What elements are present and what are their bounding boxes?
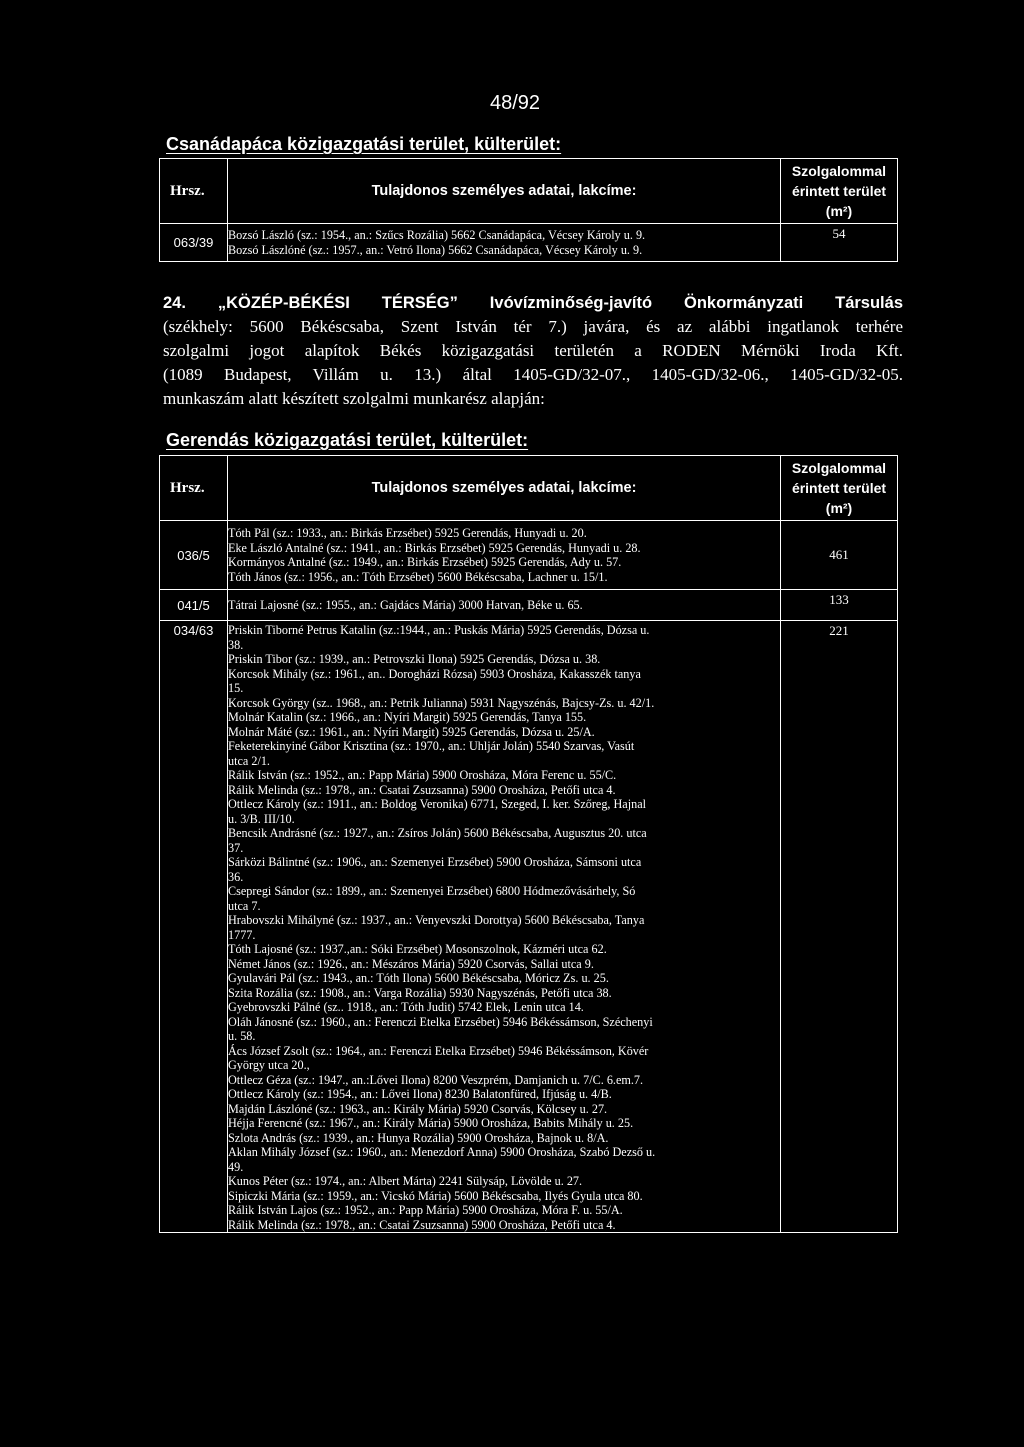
owner-line: Gyulavári Pál (sz.: 1943., an.: Tóth Ilona) 5600 Békéscsaba, Móricz Zs. u. 25. bbox=[228, 971, 609, 985]
parcel-number: 034/63 bbox=[160, 621, 228, 1233]
table-row bbox=[160, 224, 898, 262]
owner-line: Tóth János (sz.: 1956., an.: Tóth Erzsébet) 5600 Békéscsaba, Lachner u. 15/1. bbox=[228, 569, 608, 584]
owner-line: Tóth Lajosné (sz.: 1937.,an.: Sóki Erzsébet) Mosonszolnok, Kázméri utca 62. bbox=[228, 942, 607, 956]
column-header-hrsz: Hrsz. bbox=[160, 456, 228, 521]
column-header-area: Szolgalommal érintett terület (m²) bbox=[781, 159, 898, 224]
owner-line: Szlota András (sz.: 1939., an.: Hunya Rozália) 5900 Orosháza, Bajnok u. 8/A. bbox=[228, 1130, 609, 1145]
owner-list bbox=[228, 224, 781, 262]
paragraph-line: szolgalmi jogot alapítok Békés közigazgatási területén a RODEN Mérnöki Iroda Kft. bbox=[163, 341, 903, 360]
servitude-paragraph bbox=[163, 291, 903, 411]
owner-line: György utca 20., bbox=[228, 1058, 310, 1072]
owner-line: Tátrai Lajosné (sz.: 1955., an.: Gajdács Mária) 3000 Hatvan, Béke u. 65. bbox=[228, 597, 583, 612]
column-header-owners: Tulajdonos személyes adatai, lakcíme: bbox=[228, 159, 781, 224]
owner-line: Majdán Lászlóné (sz.: 1963., an.: Király Mária) 5920 Csorvás, Kölcsey u. 27. bbox=[228, 1101, 608, 1116]
owner-line: Ottlecz Géza (sz.: 1947., an.:Lővei Ilona) 8200 Veszprém, Damjanich u. 7/C. 6.em.7. bbox=[228, 1072, 644, 1087]
owner-line: Ács József Zsolt (sz.: 1964., an.: Ferenczi Etelka Erzsébet) 5946 Békéssámson, Kövér bbox=[228, 1043, 649, 1058]
page-number: 48/92 bbox=[490, 92, 541, 114]
paragraph-line: munkaszám alatt készített szolgalmi munkarész alapján: bbox=[163, 389, 545, 408]
owner-line: 1777. bbox=[228, 927, 256, 942]
owner-line: Bozsó Lászlóné (sz.: 1957., an.: Vetró Ilona) 5662 Csanádapáca, Vécsey Károly u. 9. bbox=[228, 242, 643, 257]
table-row bbox=[160, 590, 898, 621]
owner-line: Rálik István (sz.: 1952., an.: Papp Mária) 5900 Orosháza, Móra Ferenc u. 55/C. bbox=[228, 768, 617, 782]
owner-line: Ottlecz Károly (sz.: 1954., an.: Lővei Ilona) 8230 Balatonfüred, Ifjúság u. 4/B. bbox=[228, 1087, 612, 1101]
owner-line: Bencsik Andrásné (sz.: 1927., an.: Zsíros Jolán) 5600 Békéscsaba, Augusztus 20. utca bbox=[228, 826, 647, 840]
section-heading-gerendas: Gerendás közigazgatási terület, külterület: bbox=[166, 430, 529, 450]
section-heading-csanadapaca: Csanádapáca közigazgatási terület, külterület: bbox=[166, 134, 562, 154]
owner-line: Rálik István Lajos (sz.: 1952., an.: Papp Mária) 5900 Orosháza, Móra F. u. 55/A. bbox=[228, 1203, 623, 1217]
owner-line: Aklan Mihály József (sz.: 1960., an.: Menezdorf Anna) 5900 Orosháza, Szabó Dezső u. bbox=[228, 1145, 656, 1159]
owner-line: Korcsok György (sz.. 1968., an.: Petrik Julianna) 5931 Nagyszénás, Bajcsy-Zs. u. 42/1. bbox=[228, 695, 655, 710]
owner-line: Héjja Ferencné (sz.: 1967., an.: Király Mária) 5900 Orosháza, Babits Mihály u. 25. bbox=[228, 1116, 634, 1130]
owner-line: 37. bbox=[228, 840, 244, 855]
table-row bbox=[160, 521, 898, 590]
owner-line: utca 2/1. bbox=[228, 753, 270, 768]
owner-line: Csepregi Sándor (sz.: 1899., an.: Szemenyei Erzsébet) 6800 Hódmezővásárhely, Só bbox=[228, 884, 636, 898]
parcel-table-csanadapaca bbox=[159, 158, 898, 262]
affected-area: 221 bbox=[781, 621, 898, 1233]
owner-line: Priskin Tibor (sz.: 1939., an.: Petrovszki Ilona) 5925 Gerendás, Dózsa u. 38. bbox=[228, 652, 601, 666]
owner-list bbox=[228, 521, 781, 590]
table-header-row bbox=[160, 456, 898, 521]
owner-line: Korcsok Mihály (sz.: 1961., an.. Dorogházi Rózsa) 5903 Orosháza, Kakasszék tanya bbox=[228, 666, 641, 681]
affected-area: 54 bbox=[781, 224, 898, 262]
parcel-number: 036/5 bbox=[160, 521, 228, 590]
owner-line: Ottlecz Károly (sz.: 1911., an.: Boldog Veronika) 6771, Szeged, I. ker. Szőreg, Hajnal bbox=[228, 797, 646, 811]
owner-line: u. 3/B. III/10. bbox=[228, 811, 295, 826]
owner-list bbox=[228, 621, 781, 1233]
affected-area: 133 bbox=[781, 590, 898, 621]
owner-line: Sárközi Bálintné (sz.: 1906., an.: Szemenyei Erzsébet) 5900 Orosháza, Sámsoni utca bbox=[228, 855, 642, 869]
owner-line: Hrabovszki Mihályné (sz.: 1937., an.: Venyevszki Dorottya) 5600 Békéscsaba, Tanya bbox=[228, 913, 645, 927]
owner-line: Bozsó László (sz.: 1954., an.: Szűcs Rozália) 5662 Csanádapáca, Vécsey Károly u. 9. bbox=[228, 228, 646, 242]
owner-line: 49. bbox=[228, 1159, 244, 1174]
owner-line: Feketerekinyiné Gábor Krisztina (sz.: 1970., an.: Uhljár Jolán) 5540 Szarvas, Vasút bbox=[228, 739, 635, 753]
owner-line: Kunos Péter (sz.: 1974., an.: Albert Márta) 2241 Sülysáp, Lövölde u. 27. bbox=[228, 1174, 583, 1188]
column-header-area: Szolgalommal érintett terület (m²) bbox=[781, 456, 898, 521]
owner-line: Molnár Máté (sz.: 1961., an.: Nyíri Margit) 5925 Gerendás, Dózsa u. 25/A. bbox=[228, 724, 595, 739]
parcel-number: 041/5 bbox=[160, 590, 228, 621]
owner-line: utca 7. bbox=[228, 898, 261, 913]
parcel-number: 063/39 bbox=[160, 224, 228, 262]
owner-line: 38. bbox=[228, 637, 244, 652]
paragraph-line: 24. „KÖZÉP-BÉKÉSI TÉRSÉG” Ivóvízminőség-javító Önkormányzati Társulás bbox=[163, 294, 903, 312]
owner-line: Sipiczki Mária (sz.: 1959., an.: Vicskó Mária) 5600 Békéscsaba, Ilyés Gyula utca 80. bbox=[228, 1188, 643, 1203]
owner-line: Gyebrovszki Pálné (sz.. 1918., an.: Tóth Judit) 5742 Elek, Lenin utca 14. bbox=[228, 1000, 584, 1014]
owner-line: Szita Rozália (sz.: 1908., an.: Varga Rozália) 5930 Nagyszénás, Petőfi utca 38. bbox=[228, 985, 612, 1000]
parcel-table-gerendas bbox=[159, 455, 898, 1233]
owner-line: Priskin Tiborné Petrus Katalin (sz.:1944., an.: Puskás Mária) 5925 Gerendás, Dózsa u. bbox=[228, 623, 650, 637]
owner-line: Tóth Pál (sz.: 1933., an.: Birkás Erzsébet) 5925 Gerendás, Hunyadi u. 20. bbox=[228, 526, 587, 540]
paragraph-line: (1089 Budapest, Villám u. 13.) által 1405-GD/32-07., 1405-GD/32-06., 1405-GD/32-05. bbox=[163, 365, 903, 384]
owner-line: Eke László Antalné (sz.: 1941., an.: Birkás Erzsébet) 5925 Gerendás, Hunyadi u. 28. bbox=[228, 540, 641, 555]
owner-line: Rálik Melinda (sz.: 1978., an.: Csatai Zsuzsanna) 5900 Orosháza, Petőfi utca 4. bbox=[228, 782, 616, 797]
owner-line: u. 58. bbox=[228, 1029, 256, 1043]
table-row bbox=[160, 621, 898, 1233]
owner-line: 15. bbox=[228, 681, 244, 695]
paragraph-line: (székhely: 5600 Békéscsaba, Szent István tér 7.) javára, és az alábbi ingatlanok terhére bbox=[163, 317, 903, 336]
affected-area: 461 bbox=[781, 521, 898, 590]
column-header-hrsz: Hrsz. bbox=[160, 159, 228, 224]
owner-line: Rálik Melinda (sz.: 1978., an.: Csatai Zsuzsanna) 5900 Orosháza, Petőfi utca 4. bbox=[228, 1217, 616, 1232]
owner-list bbox=[228, 590, 781, 621]
owner-line: Molnár Katalin (sz.: 1966., an.: Nyíri Margit) 5925 Gerendás, Tanya 155. bbox=[228, 710, 587, 724]
owner-line: 36. bbox=[228, 869, 244, 884]
column-header-owners: Tulajdonos személyes adatai, lakcíme: bbox=[228, 456, 781, 521]
owner-line: Német János (sz.: 1926., an.: Mészáros Mária) 5920 Csorvás, Sallai utca 9. bbox=[228, 956, 594, 971]
owner-line: Oláh Jánosné (sz.: 1960., an.: Ferenczi Etelka Erzsébet) 5946 Békéssámson, Széchenyi bbox=[228, 1014, 653, 1029]
owner-line: Kormányos Antalné (sz.: 1949., an.: Birkás Erzsébet) 5925 Gerendás, Ady u. 57. bbox=[228, 555, 622, 569]
table-header-row bbox=[160, 159, 898, 224]
